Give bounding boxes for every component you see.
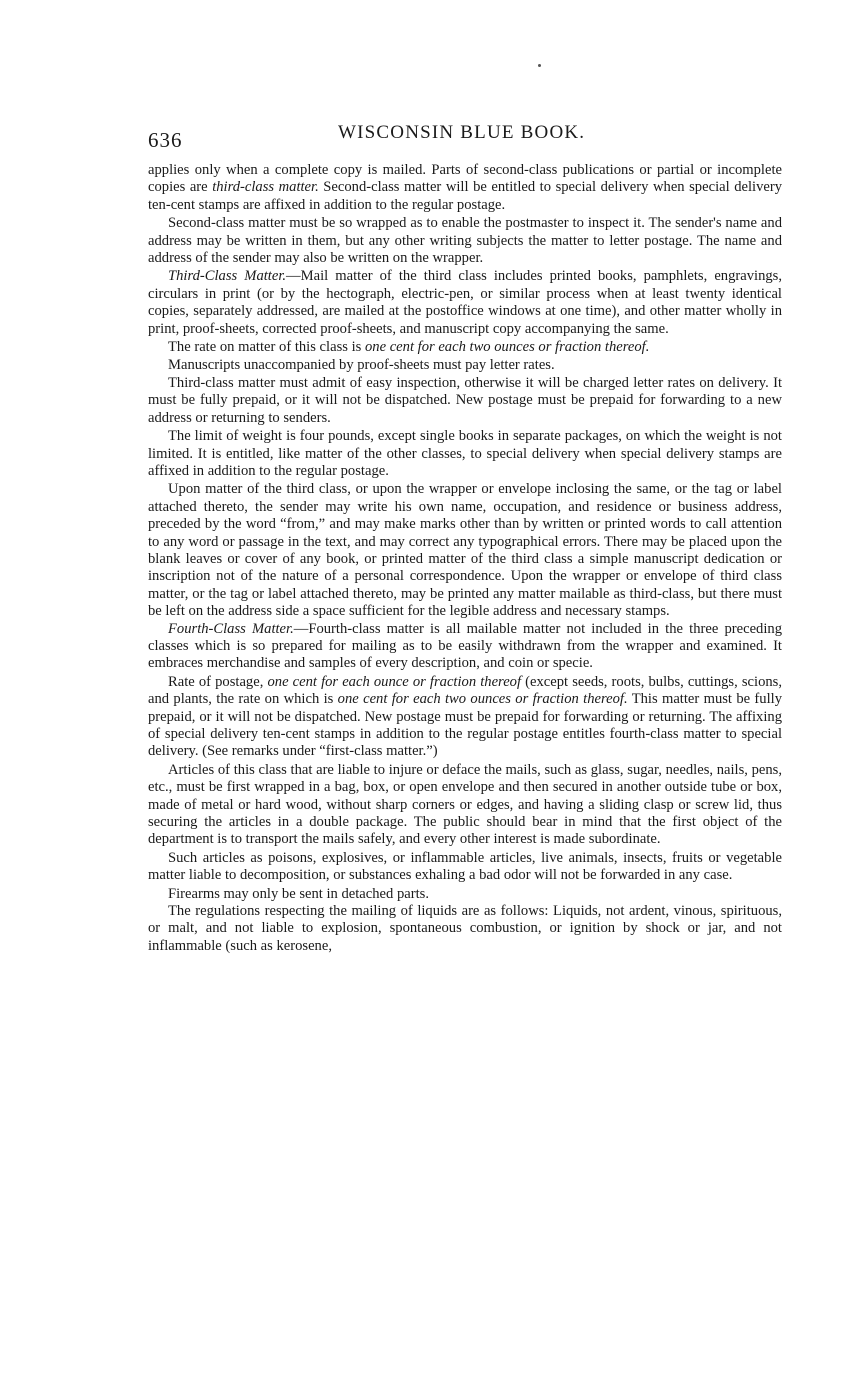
paragraph: applies only when a complete copy is mailed. Parts of second-class publications or partial or incomplete copies are third-class matter. Second-class matter will be entitled to special delivery when special delivery ten-cent stamps are affixed in addition to the regular postage. <box>148 162 783 213</box>
book-page <box>148 118 782 955</box>
paragraph: The rate on matter of this class is one cent for each two ounces or fraction thereof. <box>168 339 650 356</box>
section-subhead: Fourth-Class Matter. <box>168 620 294 637</box>
page-header <box>148 118 782 162</box>
paragraph: Upon matter of the third class, or upon the wrapper or envelope inclosing the same, or the tag or label attached thereto, the sender may write his own name, occupation, and residence or business address, preceded by the word “from,” and may make marks other than by written or printed words to call attention to any word or passage in the text, and may correct any typographical errors. There may be placed upon the blank leaves or cover of any book, or printed matter of the third class a simple manuscript dedication or inscription not of the nature of a personal correspondence. Upon the wrapper or envelope of third class matter, or the tag or label attached thereto, may be printed any matter mailable as third-class, but there must be left on the address side a space sufficient for the legible address and necessary stamps. <box>148 481 782 620</box>
running-head: WISCONSIN BLUE BOOK. <box>338 122 586 143</box>
paragraph: The limit of weight is four pounds, except single books in separate packages, on which the weight is not limited. It is entitled, like matter of the other classes, to special delivery when special delivery stamps are affixed in addition to the regular postage. <box>148 428 782 479</box>
paragraph: Articles of this class that are liable to injure or deface the mails, such as glass, sugar, needles, nails, pens, etc., must be first wrapped in a bag, box, or open envelope and then secured in another outside tube or box, made of metal or hard wood, without sharp corners or edges, and having a sliding clasp or screw lid, thus securing the articles in a double package. The public should bear in mind that the first object of the department is to transport the mails safely, and every other interest is made subordinate. <box>148 761 782 848</box>
paragraph: The regulations respecting the mailing of liquids are as follows: Liquids, not ardent, vinous, spirituous, or malt, and not liable to explosion, spontaneous combustion, or ignition by shock or jar, and not inflammable (such as kerosene, <box>148 903 782 954</box>
body-text <box>148 162 782 955</box>
paragraph-fourth-class: Fourth-Class Matter.—Fourth-class matter is all mailable matter not included in the three preceding classes which is so prepared for mailing as to be easily withdrawn from the wrapper and examined. It embraces merchandise and samples of every description, and coin or specie. <box>148 620 782 672</box>
paper-speck <box>538 64 541 67</box>
paragraph: Manuscripts unaccompanied by proof-sheets must pay letter rates. <box>168 357 555 374</box>
page-number: 636 <box>148 128 183 152</box>
paragraph: Such articles as poisons, explosives, or inflammable articles, live animals, insects, fruits or vegetable matter liable to decomposition, or substances exhaling a bad odor will not be forwarded in any case. <box>148 849 782 884</box>
paragraph: Third-class matter must admit of easy inspection, otherwise it will be charged letter rates on delivery. It must be fully prepaid, or it will not be dispatched. New postage must be prepaid for forwarding to a new address or returning to senders. <box>148 374 782 426</box>
paragraph: Second-class matter must be so wrapped as to enable the postmaster to inspect it. The sender's name and address may be written in them, but any other writing subjects the matter to letter postage. The name and address of the sender may also be written on the wrapper. <box>148 215 782 267</box>
paragraph: Rate of postage, one cent for each ounce or fraction thereof (except seeds, roots, bulbs, cuttings, scions, and plants, the rate on which is one cent for each two ounces or fraction thereof. This matter must be fully prepaid, or it will not be dispatched. New postage must be prepaid for forwarding or returning. The affixing of special delivery ten-cent stamps in addition to the regular postage entitles fourth-class matter to special delivery. (See remarks under “first-class matter.”) <box>148 673 782 760</box>
section-subhead: Third-Class Matter. <box>168 268 287 285</box>
paragraph: Firearms may only be sent in detached parts. <box>168 885 429 902</box>
paragraph-third-class: Third-Class Matter.—Mail matter of the third class includes printed books, pamphlets, engravings, circulars in print (or by the hectograph, electric-pen, or similar process when at least twenty identical copies, separately addressed, are mailed at the postoffice windows at one time), and other matter wholly in print, proof-sheets, corrected proof-sheets, and manuscript copy accompanying the same. <box>148 268 782 337</box>
